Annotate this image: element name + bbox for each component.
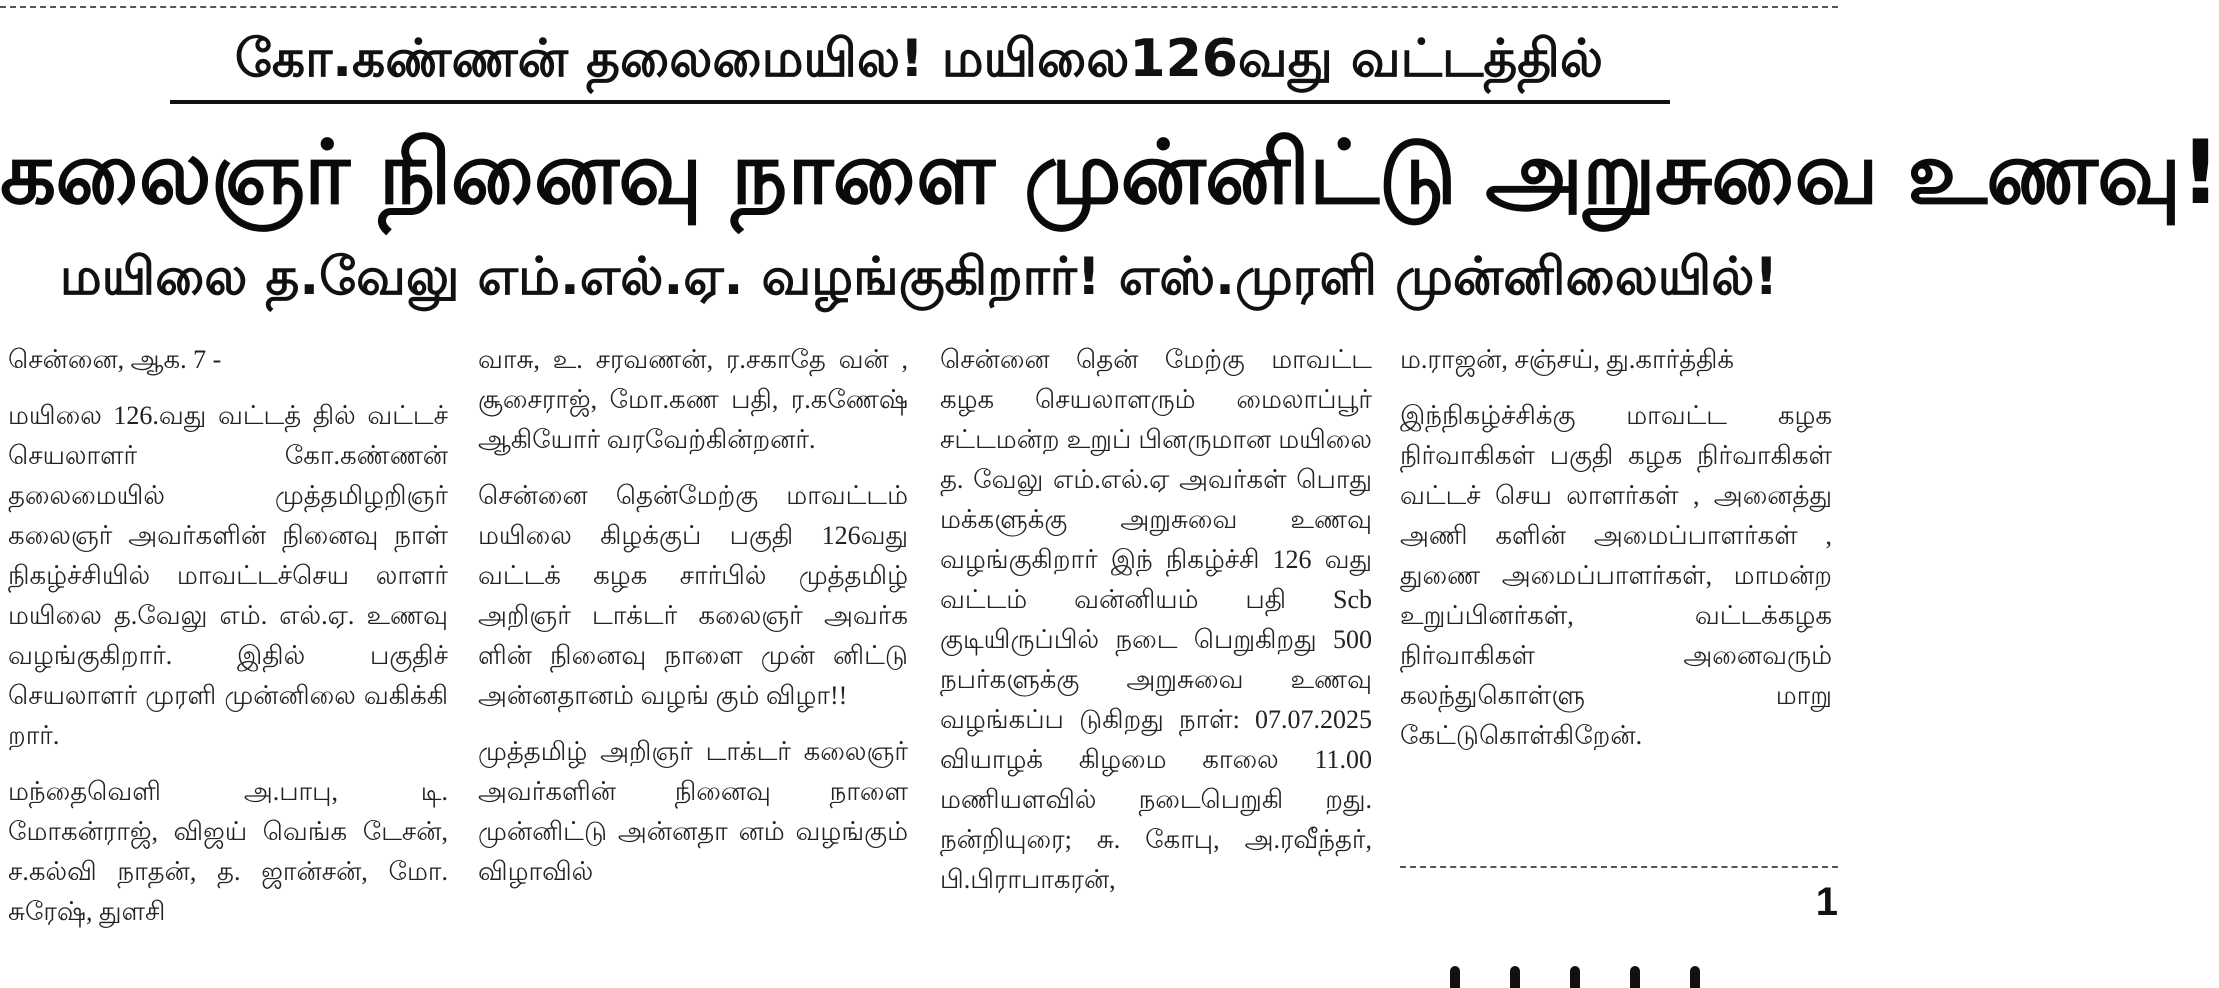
paragraph: வாசு, உ. சரவணன், ர.சகாதே வன் , சூசைராஜ், மோ.கண பதி, ர.கணேஷ் ஆகியோர் வரவேற்கின்றனர். [478, 345, 908, 454]
paragraph: மயிலை 126.வது வட்டத் தில் வட்டச் செயலாளர் கோ.கண்ணன் தலைமையில் முத்தமிழறிஞர் கலைஞர் அவர்களின் நினைவு நாள் நிகழ்ச்சியில் மாவட்டச்செய லாளர் மயிலை த.வேலு எம். எல்.ஏ. உணவு வழங்குகிறார். இதில் பகுதிச் செயலாளர் முரளி முன்னிலை வகிக்கி றார். [8, 401, 448, 750]
article-column-2 [478, 340, 908, 908]
sub-headline: மயிலை த.வேலு எம்.எல்.ஏ. வழங்குகிறார்! எஸ்.முரளி முன்னிலையில்! [59, 247, 1779, 307]
top-dashed-rule [0, 6, 1838, 8]
paragraph: முத்தமிழ் அறிஞர் டாக்டர் கலைஞர் அவர்களின் நினைவு நாளை முன்னிட்டு அன்னதா னம் வழங்கும் விழாவில் [478, 737, 908, 886]
paragraph: சென்னை தென்மேற்கு மாவட்டம் மயிலை கிழக்குப் பகுதி 126வது வட்டக் கழக சார்பில் முத்தமிழ் அறிஞர் டாக்டர் கலைஞர் அவர்க ளின் நினைவு நாளை முன் னிட்டு அன்னதானம் வழங் கும் விழா!! [478, 481, 908, 710]
paragraph: சென்னை தென் மேற்கு மாவட்ட கழக செயலாளரும் மைலாப்பூர் சட்டமன்ற உறுப் பினருமான மயிலை த. வேலு எம்.எல்.ஏ அவர்கள் பொது மக்களுக்கு அறுசுவை உணவு வழங்குகிறார் இந் நிகழ்ச்சி 126 வது வட்டம் வன்னியம் பதி Scb குடியிருப்பில் நடை பெறுகிறது 500 நபர்களுக்கு அறுசுவை உணவு வழங்கப்ப டுகிறது நாள்: 07.07.2025 வியாழக் கிழமை காலை 11.00 மணியளவில் நடைபெறுகி றது. நன்றியுரை; சு. கோபு, அ.ரவீந்தர், பி.பிராபாகரன், [940, 345, 1372, 894]
kicker-headline: கோ.கண்ணன் தலைமையில! மயிலை126வது வட்டத்தில் [234, 29, 1604, 89]
article-column-3 [940, 340, 1372, 916]
article-column-4 [1400, 340, 1832, 772]
page-number: 1 [1815, 880, 1838, 924]
paragraph: ம.ராஜன், சஞ்சய், து.கார்த்திக் [1400, 345, 1735, 374]
ornament-decoration [1450, 960, 1750, 986]
article-column-1 [8, 340, 448, 948]
kicker-underline [170, 100, 1670, 104]
main-headline: கலைஞர் நினைவு நாளை முன்னிட்டு அறுசுவை உணவு! [0, 121, 2219, 224]
column-dashed-divider [1400, 866, 1838, 868]
paragraph: இந்நிகழ்ச்சிக்கு மாவட்ட கழக நிர்வாகிகள் பகுதி கழக நிர்வாகிகள் வட்டச் செய லாளர்கள் , அனைத்து அணி களின் அமைப்பாளர்கள் , துணை அமைப்பாளர்கள், மாமன்ற உறுப்பினர்கள், வட்டக்கழக நிர்வாகிகள் அனைவரும் கலந்துகொள்ளு மாறு கேட்டுகொள்கிறேன். [1400, 401, 1832, 750]
paragraph: மந்தைவெளி அ.பாபு, டி. மோகன்ராஜ், விஜய் வெங்க டேசன், ச.கல்வி நாதன், த. ஜான்சன், மோ. சுரேஷ், துளசி [8, 777, 448, 926]
paragraph: சென்னை, ஆக. 7 - [8, 345, 222, 374]
